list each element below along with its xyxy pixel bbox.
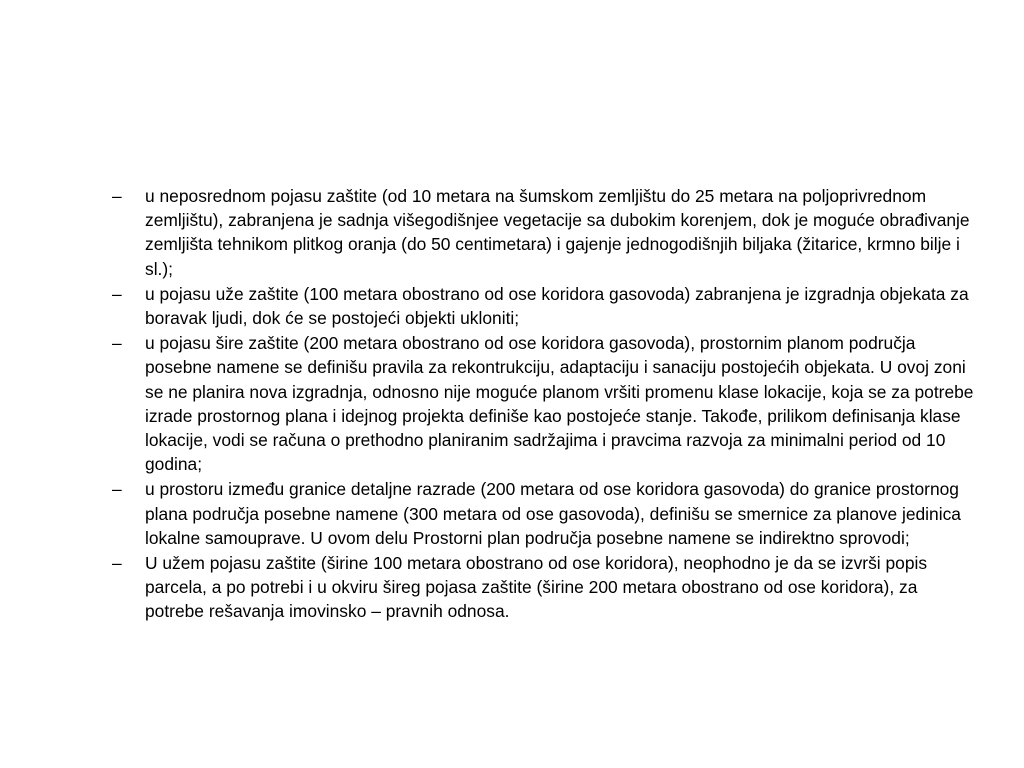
list-item [112,184,974,281]
list-item [112,551,974,624]
list-item [112,282,974,330]
bullet-marker: – [112,186,122,206]
list-item-text: u prostoru između granice detaljne razrade (200 metara od ose koridora gasovoda) do granice prostornog plana područja posebne namene (300 metara od ose gasovoda), definišu se smernice za planove jedinica lokalne samouprave. U ovom delu Prostorni plan područja posebne namene se indirektno sprovodi; [145,479,961,548]
list-item-text: U užem pojasu zaštite (širine 100 metara obostrano od ose koridora), neophodno je da se izvrši popis parcela, a po potrebi i u okviru šireg pojasa zaštite (širine 200 metara obostrano od ose koridora), za potrebe rešavanja imovinsko – pravnih odnosa. [145,553,928,622]
list-item [112,477,974,550]
bullet-list [112,184,974,625]
list-item-text: u pojasu uže zaštite (100 metara obostrano od ose koridora gasovoda) zabranjena je izgradnja objekata za boravak ljudi, dok će se postojeći objekti ukloniti; [145,283,969,329]
bullet-marker: – [112,333,122,354]
list-item [112,331,974,476]
bullet-marker: – [112,553,122,574]
bullet-marker: – [112,283,122,304]
list-item-text: u neposrednom pojasu zaštite (od 10 metara na šumskom zemljištu do 25 metara na poljoprivrednom zemljištu), zabranjena je sadnja višegodišnjee vegetacije sa dubokim korenjem, dok je moguće obrađivanje zemljišta tehnikom plitkog oranja (do 50 centimetara) i gajenje jednogodišnjih biljaka (žitarice, krmno bilje i sl.); [145,186,970,279]
bullet-marker: – [112,479,122,500]
list-item-text: u pojasu šire zaštite (200 metara obostrano od ose koridora gasovoda), prostornim planom područja posebne namene se definišu pravila za rekontrukciju, adaptaciju i sanaciju postojećih objekata. U ovoj zoni se ne planira nova izgradnja, odnosno nije moguće planom vršiti promenu klase lokacije, koja se za potrebe izrade prostornog plana i idejnog projekta definiše kao postojeće stanje. Takođe, prilikom definisanja klase lokacije, vodi se računa o prethodno planiranim sadržajima i pravcima razvoja za minimalni period od 10 godina; [145,333,974,475]
